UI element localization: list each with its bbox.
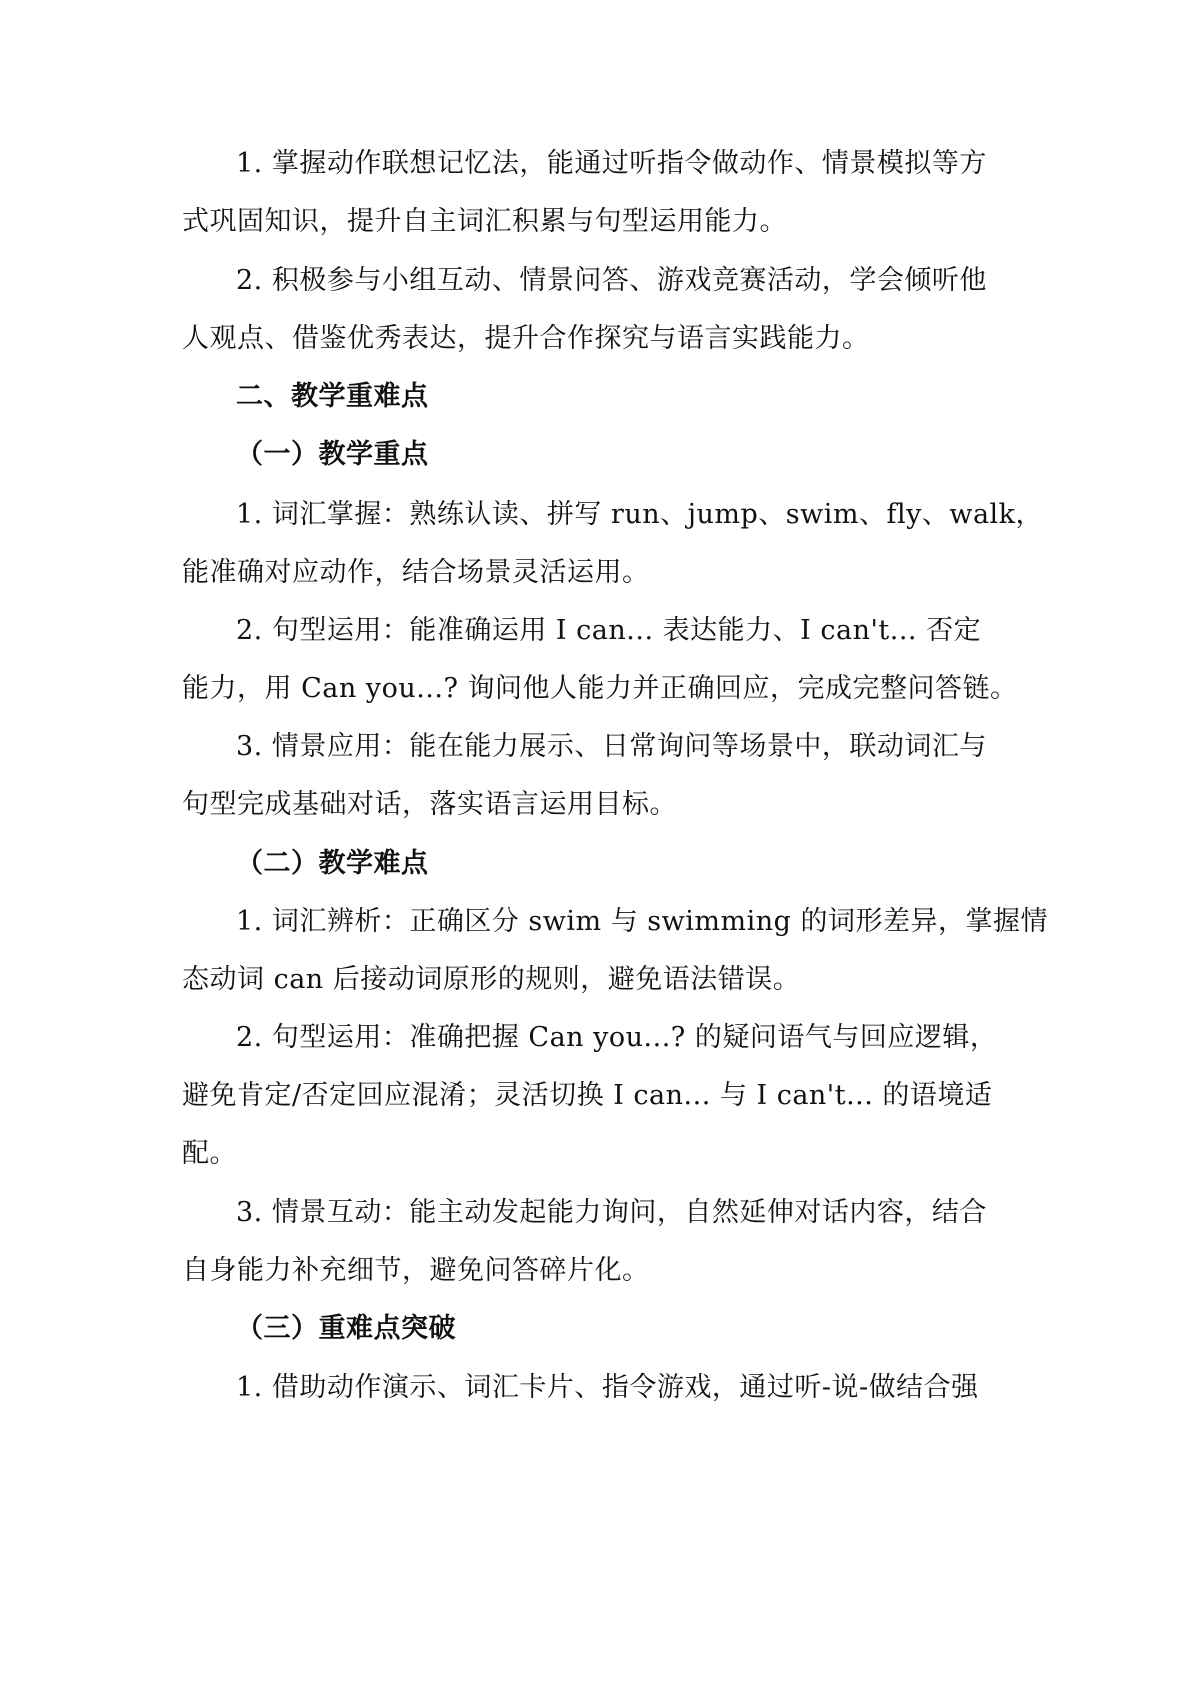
- key-point-3-line-2: 句型完成基础对话，落实语言运用目标。: [182, 789, 677, 820]
- difficulty-1-line-1: 1. 词汇辨析：正确区分 swim 与 swimming 的词形差异，掌握情: [236, 906, 1048, 937]
- key-point-3-line-1: 3. 情景应用：能在能力展示、日常询问等场景中，联动词汇与: [236, 731, 987, 762]
- key-point-2-line-2: 能力，用 Can you...? 询问他人能力并正确回应，完成完整问答链。: [182, 673, 1018, 704]
- difficulty-2-line-3: 配。: [182, 1138, 237, 1169]
- subsection-title-key-points: （一）教学重点: [236, 439, 429, 470]
- difficulty-3-line-1: 3. 情景互动：能主动发起能力询问，自然延伸对话内容，结合: [236, 1197, 987, 1228]
- objective-2-line-2: 人观点、借鉴优秀表达，提升合作探究与语言实践能力。: [182, 323, 870, 354]
- difficulty-1-line-2: 态动词 can 后接动词原形的规则，避免语法错误。: [182, 964, 801, 995]
- subsection-title-difficulties: （二）教学难点: [236, 848, 429, 879]
- key-point-2-line-1: 2. 句型运用：能准确运用 I can... 表达能力、I can't... 否定: [236, 615, 982, 646]
- objective-1-line-1: 1. 掌握动作联想记忆法，能通过听指令做动作、情景模拟等方: [236, 148, 987, 179]
- key-point-1-line-2: 能准确对应动作，结合场景灵活运用。: [182, 557, 650, 588]
- subsection-title-breakthrough: （三）重难点突破: [236, 1313, 456, 1344]
- section-title: 二、教学重难点: [236, 381, 429, 412]
- difficulty-3-line-2: 自身能力补充细节，避免问答碎片化。: [182, 1255, 650, 1286]
- key-point-1-line-1: 1. 词汇掌握：熟练认读、拼写 run、jump、swim、fly、walk，: [236, 499, 1044, 530]
- objective-1-line-2: 式巩固知识，提升自主词汇积累与句型运用能力。: [182, 206, 787, 237]
- difficulty-2-line-1: 2. 句型运用：准确把握 Can you...? 的疑问语气与回应逻辑，: [236, 1022, 998, 1053]
- objective-2-line-1: 2. 积极参与小组互动、情景问答、游戏竞赛活动，学会倾听他: [236, 265, 987, 296]
- breakthrough-1-line-1: 1. 借助动作演示、词汇卡片、指令游戏，通过听-说-做结合强: [236, 1372, 979, 1403]
- difficulty-2-line-2: 避免肯定/否定回应混淆；灵活切换 I can... 与 I can't... 的语境适: [182, 1080, 993, 1111]
